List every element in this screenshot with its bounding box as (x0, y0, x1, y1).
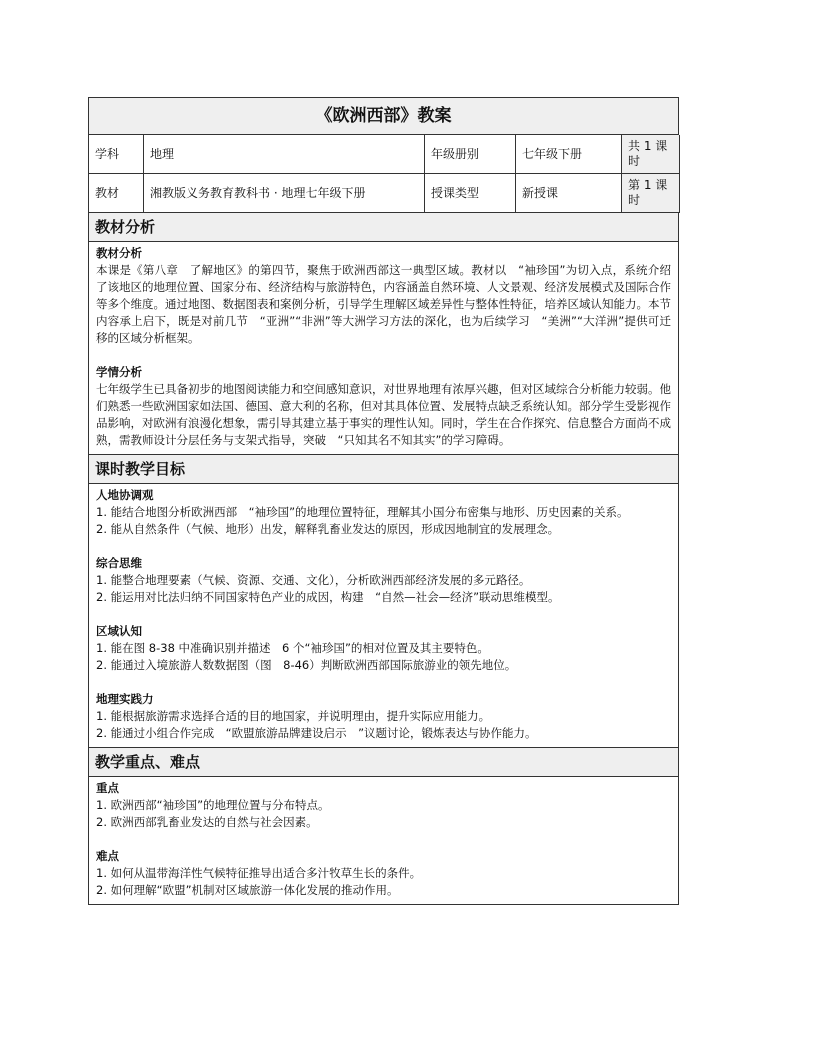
goal-group-title: 人地协调观 (96, 488, 154, 502)
section-keypoints-heading: 教学重点、难点 (89, 748, 678, 777)
goal-group-title: 综合思维 (96, 556, 142, 570)
material-analysis-text: 本课是《第八章 了解地区》的第四节，聚焦于欧洲西部这一典型区域。教材以 “袖珍国”为切入点，系统介绍了该地区的地理位置、国家分布、经济结构与旅游特色，内容涵盖自然环境、人文景观、经济发展模式及国际合作等多个维度。通过地图、数据图表和案例分析，引导学生理解区域差异性与整体性特征，培养区域认知能力。本节内容承上启下，既是对前几节 “亚洲”“非洲”等大洲学习方法的深化，也为后续学习 “美洲”“大洋洲”提供可迁移的区域分析框架。 (96, 263, 671, 345)
label-subject: 学科 (89, 135, 144, 174)
label-textbook: 教材 (89, 174, 144, 213)
goal-item: 1. 能根据旅游需求选择合适的目的地国家，并说明理由，提升实际应用能力。 (96, 709, 491, 723)
goal-item: 1. 能在图 8-38 中准确识别并描述 6 个“袖珍国”的相对位置及其主要特色。 (96, 641, 489, 655)
goal-item: 1. 能整合地理要素（气候、资源、交通、文化），分析欧洲西部经济发展的多元路径。 (96, 573, 531, 587)
value-total-lessons: 共 1 课时 (622, 135, 680, 174)
meta-row-subject (89, 135, 680, 174)
goal-item: 2. 能从自然条件（气候、地形）出发，解释乳畜业发达的原因，形成因地制宜的发展理念。 (96, 522, 560, 536)
difficulty-item: 1. 如何从温带海洋性气候特征推导出适合多汁牧草生长的条件。 (96, 866, 422, 880)
meta-table (88, 135, 680, 213)
section-analysis (88, 213, 679, 455)
value-subject: 地理 (144, 135, 425, 174)
goal-item: 2. 能运用对比法归纳不同国家特色产业的成因，构建 “自然—社会—经济”联动思维模型。 (96, 590, 560, 604)
keypoint-item: 2. 欧洲西部乳畜业发达的自然与社会因素。 (96, 815, 318, 829)
label-lesson-type: 授课类型 (425, 174, 516, 213)
section-goals-heading: 课时教学目标 (89, 455, 678, 484)
goal-group-title: 地理实践力 (96, 692, 154, 706)
section-goals (88, 455, 679, 748)
value-grade: 七年级下册 (516, 135, 622, 174)
section-analysis-heading: 教材分析 (89, 213, 678, 242)
document-title: 《欧洲西部》教案 (88, 97, 679, 135)
goal-item: 1. 能结合地图分析欧洲西部 “袖珍国”的地理位置特征，理解其小国分布密集与地形、历史因素的关系。 (96, 505, 629, 519)
value-textbook: 湘教版义务教育教科书 · 地理七年级下册 (144, 174, 425, 213)
meta-row-textbook (89, 174, 680, 213)
section-keypoints (88, 748, 679, 905)
label-grade: 年级册别 (425, 135, 516, 174)
material-analysis-title: 教材分析 (96, 246, 142, 260)
value-lesson-number: 第 1 课时 (622, 174, 680, 213)
difficulty-group-title: 难点 (96, 849, 119, 863)
lesson-plan-document (88, 97, 679, 905)
keypoint-item: 1. 欧洲西部“袖珍国”的地理位置与分布特点。 (96, 798, 330, 812)
value-lesson-type: 新授课 (516, 174, 622, 213)
goal-item: 2. 能通过入境旅游人数数据图（图 8-46）判断欧洲西部国际旅游业的领先地位。 (96, 658, 517, 672)
goal-group-title: 区域认知 (96, 624, 142, 638)
difficulty-item: 2. 如何理解“欧盟”机制对区域旅游一体化发展的推动作用。 (96, 883, 399, 897)
keypoint-group-title: 重点 (96, 781, 119, 795)
student-analysis-text: 七年级学生已具备初步的地图阅读能力和空间感知意识，对世界地理有浓厚兴趣，但对区域综合分析能力较弱。他们熟悉一些欧洲国家如法国、德国、意大利的名称，但对其具体位置、发展特点缺乏系统认知。部分学生受影视作品影响，对欧洲有浪漫化想象，需引导其建立基于事实的理性认知。同时，学生在合作探究、信息整合方面尚不成熟，需教师设计分层任务与支架式指导，突破 “只知其名不知其实”的学习障碍。 (96, 382, 671, 447)
goal-item: 2. 能通过小组合作完成 “欧盟旅游品牌建设启示 ”议题讨论，锻炼表达与协作能力。 (96, 726, 537, 740)
student-analysis-title: 学情分析 (96, 365, 142, 379)
